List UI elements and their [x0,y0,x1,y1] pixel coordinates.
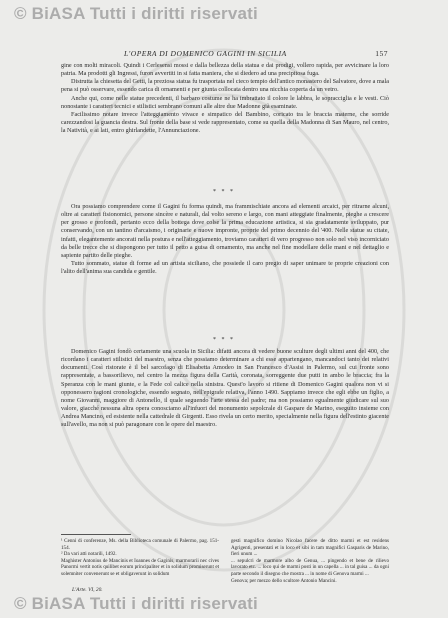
text-block-top [61,62,389,135]
footnotes-left-column [61,538,219,578]
section-separator: * * * [213,189,235,195]
text-block-middle [61,203,389,276]
paragraph: Tutto sommato, statue di forme ad un artista siciliano, che possiede il caro pregio di saper unimare te proprie creazioni con l'alito dell'anima sua candida e gentile. [61,260,389,276]
paragraph: Domenico Gagini fondò certamente una scuola in Sicilia: difatti ancora di vedere buone sculture degli ultimi anni del 400, che ricordano i caratteri stilistici del maestro, senza che possiamo determinare a chi esse appartengano, mancandoci tanto dei relativi documenti. Così ristorate è il bel sarcofago di Elisabetta Amodeo in San Francesco d'Assisi in Palermo, sul cui fronte sono rappresentate, a bassorilievo, nel centro la mezza figura della Carità, coronata, sorreggente due putti in ambo le braccia; fra la Speranza con le mani giunte, e la Fede col calice nella sinistra. Quest'o lavoro si ritiene di Domenico Gagini qualora non vi si opponessero ragioni cronologiche, essendo segnato, nell'epigrafe relativa, l'anno 1490. Sappiamo invece che egli ebbe un figlio, a nome Giovanni, maggiore di Antonello, il quale seguendo l'arte stessa del padre; ma non possiamo egualmente giudicare sul suo valore, giacché nessuna altra opera conosciamo all'infuori del monumento sepolcrale di Gaspare de Marino, eseguito insieme con Andrea Mancino, ed esistente nella cattedrale di Girgenti. Esso rivela un certo merito, specialmente nella figura dell'estinto giacente sull'avello, ma non si può paragonare con le opere del maestro. [61,348,389,429]
footnote: ² Da vari atti notarili, 1492. [61,551,117,558]
paragraph: Ora possiamo comprendere come il Gagini fu forma quindi, ma frammischiate ancora ad elementi arcaici, per ritrarne alcuni, oltre ai caratteri fisionomici, persone sincère e naturali, dal volto sereno e largo, con mani atteggiate finalmente, pieghe a crescere per grosso e profondi, pertanto ecco della bottega dove colse la prima educazione artistica, si sia gradatamente sviluppato, pur conservando, con un tantino d'arcaismo, i originarie e nuove impronte, proprie del primo decennio del '400. Nelle statue su citate, infatti, elegantemente ancorati nella postura e nell'atteggiamento, troviamo caratteri di vero progresso non solo nel viso incorniciato da belle trecce che si dispongono per tutto il petto a guisa di ornamento, ma anche nel fine modellare delle mani e nel dettaglio e sapiente partito delle pieghe. [61,203,389,259]
paragraph: Anche qui, come nelle statue precedenti, il barbaro costume ne ha imbrattato il colore le labbra, le sopracciglia e le vesti. Ciò nonostante i caratteri tecnici e stilistici sembrano comuni alle altre due Madonne già esaminate. [61,94,389,110]
running-header [60,49,388,61]
section-separator: * * * [213,337,235,343]
header-title: L'OPERA DI DOMENICO GAGINI IN SICILIA [124,49,287,58]
printer-signature: L'Arte. VI, 20. [72,587,103,593]
footnote: Genova; per mezzo dello scultore Antonio Mancini. [231,577,337,584]
text-block-bottom [61,348,389,430]
paragraph: gine con molti miracoli. Quindi i Cerlesensi mossi e dalla bellezza della statua e dai prodigi, vollero rapida, per avvicinare la loro patria. Ma prodotti gli Ingressi, furon avvertiti in si fatta maniera, che si diedero ad una precipitosa fuga. [61,62,389,78]
footnote-rule [61,534,131,535]
footnote: ¹ Cenni di conferenze, Ms. della Biblioteca comunale di Palermo, pag. 151-154. [61,538,219,551]
paragraph: Distrutta la chiesetta del Getti, la preziosa statua fu trasportata nel cieco tempio dell'antico monastero del Salvatore, dove a mala pena si può osservare, essendo carica di ornamenti e per giunta collocata dentro una nicchia coperta da un vetro. [61,78,389,94]
copyright-watermark-top: © BiASA Tutti i diritti riservati [14,4,258,23]
page-number: 157 [375,49,388,58]
footnote: Maghister Antonius de Mancinis et Ioannes de Gaginis, marmorarii nec cives Panormi vertit notis quilibet eorum principaliter et in solidum promiserunt et solemniter convenerunt se et obligaverunt in solidum [61,557,219,577]
paragraph: Facilissimo notare invece l'atteggiamento vivace e simpatico del Bambino, coricato tra le braccia materne, che sorride carezzandosi la guancia destra. Sul fronte della base si vede rappresentato, come su quella della Madonna di San Mauro, nel centro, la Natività, e ai lati, entro ghirlandette, l'Annunciazione. [61,110,389,135]
copyright-watermark-bottom: © BiASA Tutti i diritti riservati [14,594,258,613]
footnotes-right-column [231,538,389,584]
footnote: gesti magnifico domino Nicolao facere de ditto marmi et est residens Agrigenti, presentati et in loco et sibi in tam magnifici Gasparis de Marino, fieri unum ... [231,538,389,558]
footnote: ... sepulcri de marmore albo de Genua, ... pingendo et bene de rilievo lavorato etc. ... loco qui de marmi posti in un capella ... in tal guisa ... da ogni parte secondo il disegno che mostra ... in nome di Genova marmi ... [231,557,389,577]
